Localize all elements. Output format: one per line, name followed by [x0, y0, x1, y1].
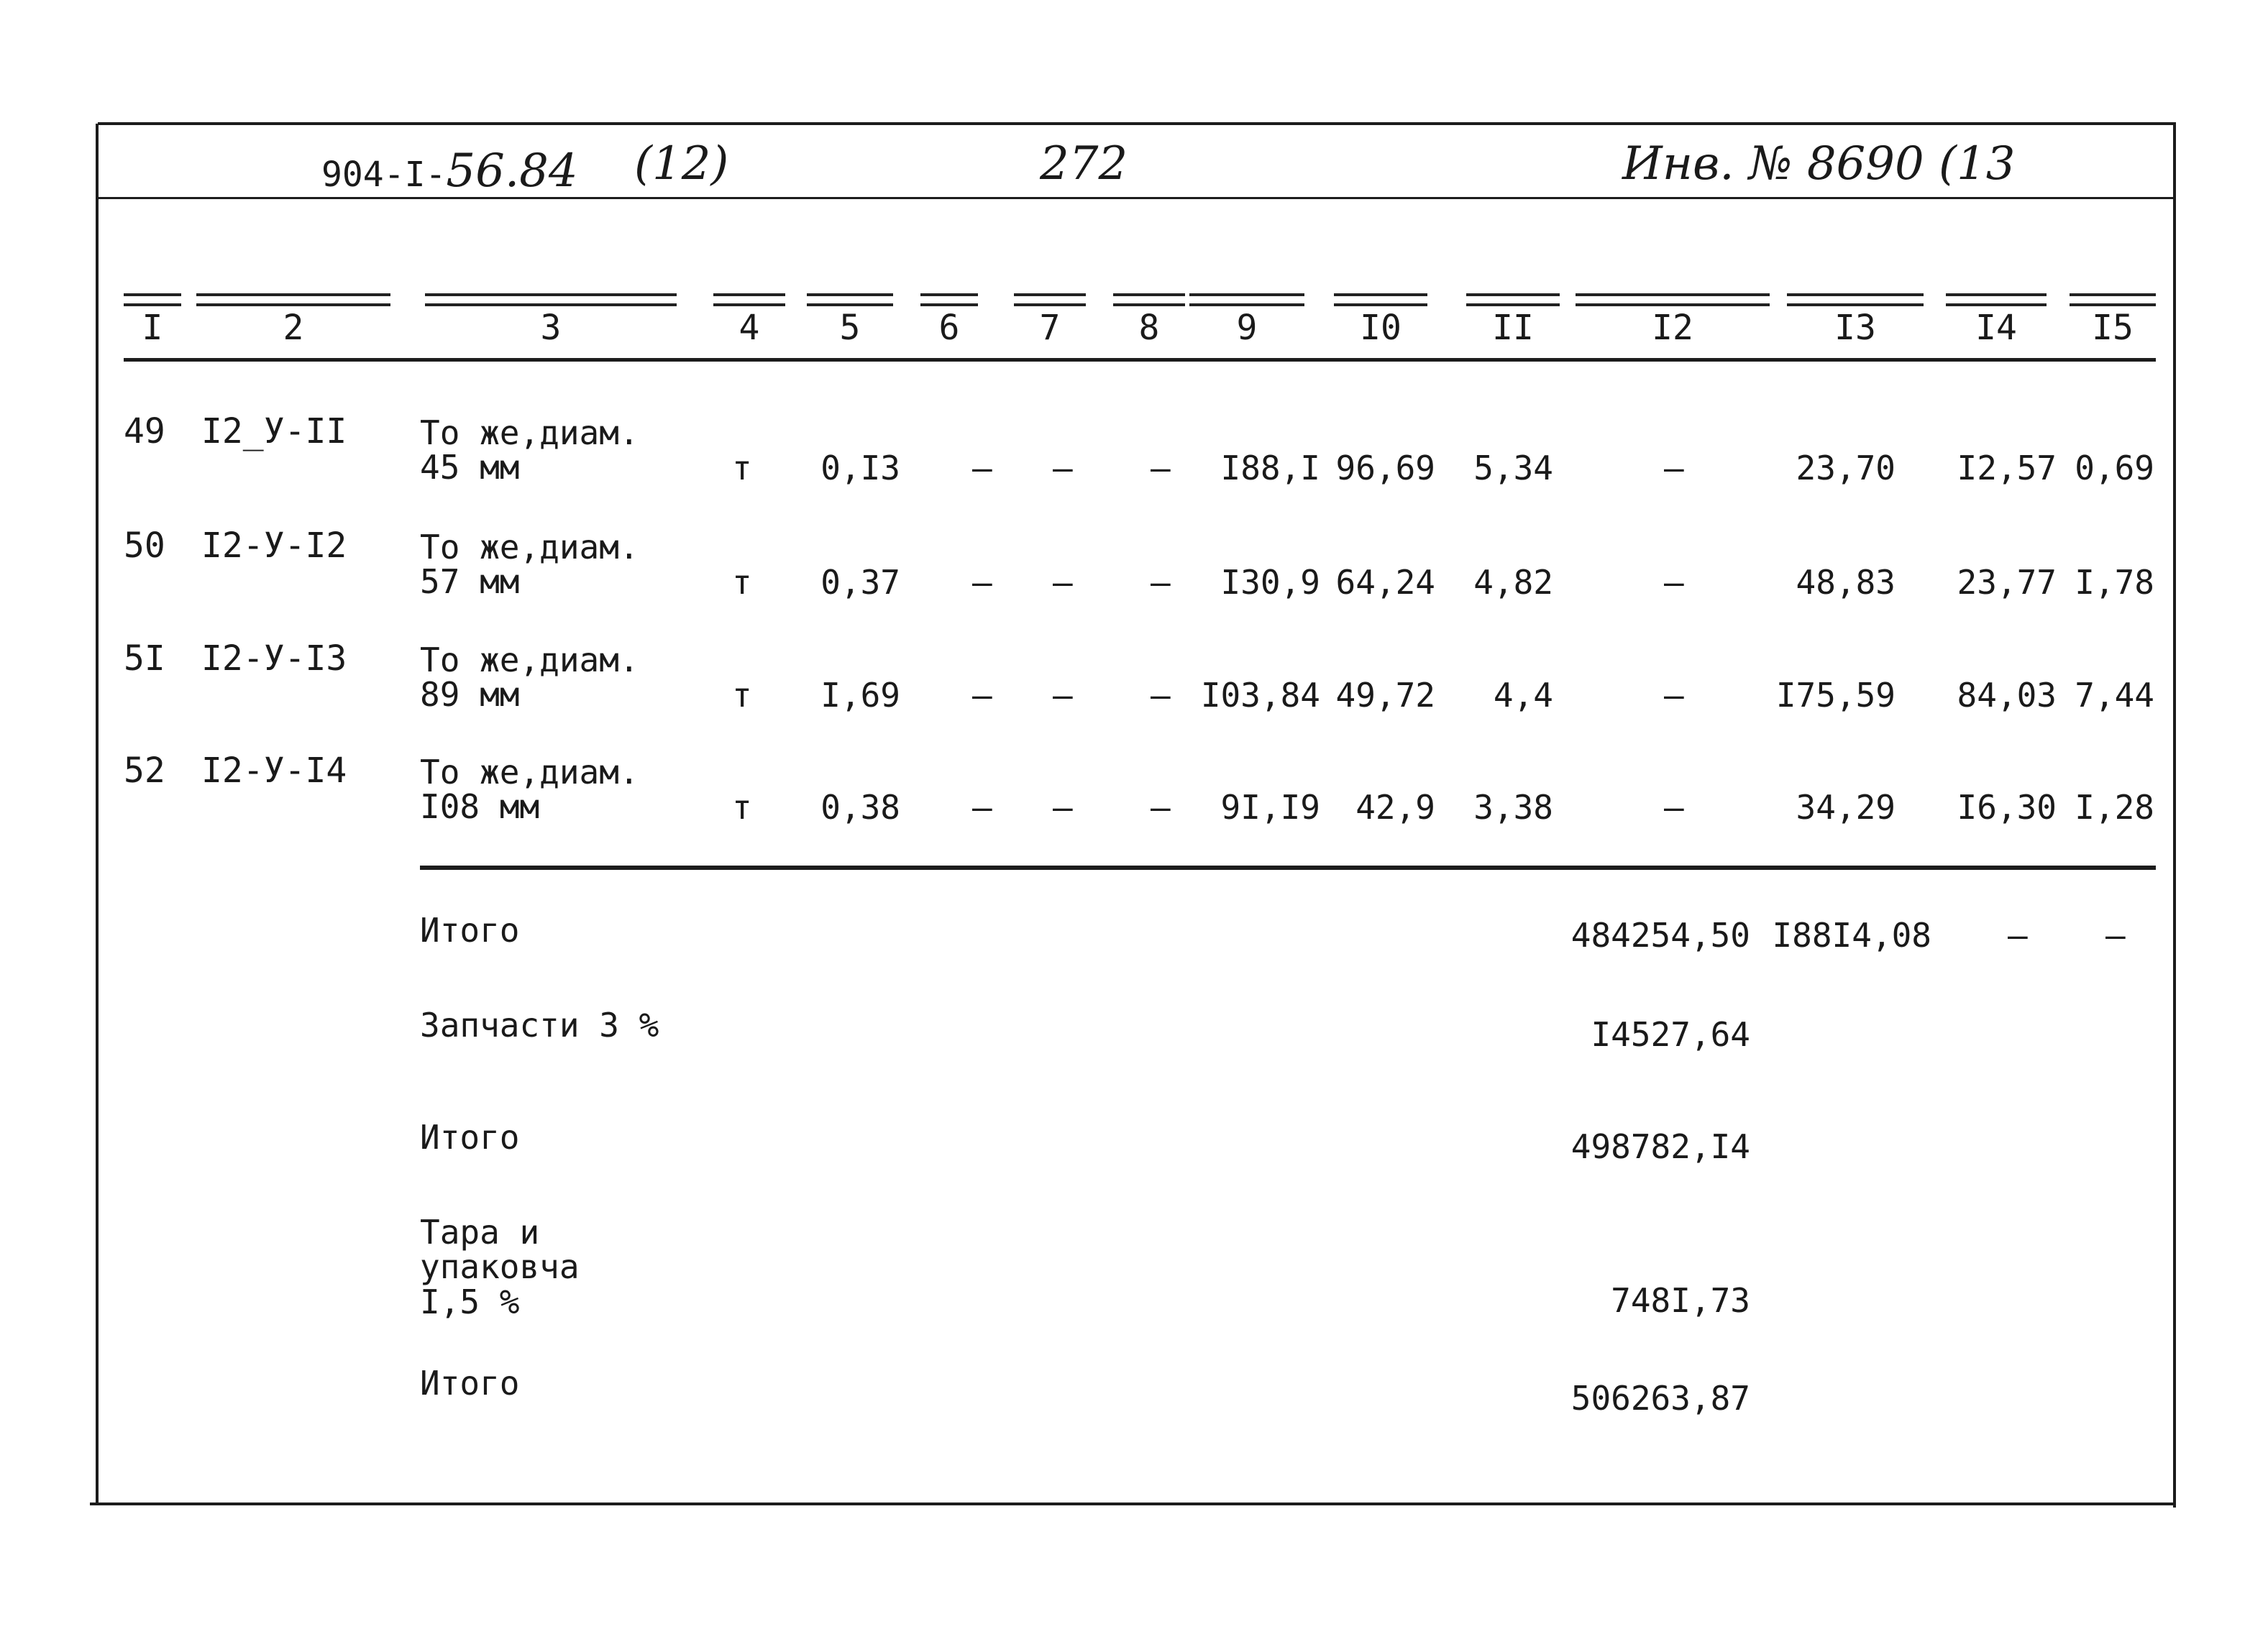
column-header-5: 5	[839, 308, 861, 348]
frame-top-line	[98, 122, 2176, 125]
totals-value-c12: I4527,64	[1591, 1015, 1750, 1054]
row-value-c8: –	[1151, 676, 1171, 715]
row-value-c12: –	[1664, 788, 1684, 827]
row-description: То же,диам. 57 мм	[420, 528, 639, 602]
row-value-c6: –	[972, 449, 992, 487]
column-header-rule	[196, 293, 390, 306]
row-value-c13: 48,83	[1796, 563, 1896, 602]
row-value-c14: 84,03	[1957, 676, 2057, 715]
totals-label: Итого	[420, 1364, 520, 1403]
row-value-c5: 0,37	[820, 563, 900, 602]
frame-bottom-line	[90, 1503, 2175, 1505]
row-unit: т	[732, 449, 752, 487]
row-description: То же,диам. 45 мм	[420, 413, 639, 487]
row-value-c9: 9I,I9	[1220, 788, 1320, 827]
row-value-c11: 5,34	[1473, 449, 1553, 487]
totals-label: Тара и упаковча I,5 %	[420, 1213, 580, 1321]
row-value-c14: 23,77	[1957, 563, 2057, 602]
row-value-c11: 4,82	[1473, 563, 1553, 602]
column-header-I: I	[142, 308, 163, 348]
row-value-c9: I88,I	[1220, 449, 1320, 487]
row-unit: т	[732, 788, 752, 827]
row-value-c7: –	[1053, 449, 1073, 487]
row-value-c9: I03,84	[1200, 676, 1320, 715]
row-number: 50	[124, 526, 165, 566]
row-number: 52	[124, 751, 165, 791]
row-value-c6: –	[972, 563, 992, 602]
row-value-c5: 0,38	[820, 788, 900, 827]
row-value-c13: 23,70	[1796, 449, 1896, 487]
inventory-number: Инв. № 8690 (13	[1622, 137, 2016, 191]
row-value-c10: 64,24	[1335, 563, 1435, 602]
row-code: I2_У-II	[201, 411, 347, 451]
column-header-3: 3	[540, 308, 562, 348]
row-value-c14: I6,30	[1957, 788, 2057, 827]
column-header-9: 9	[1236, 308, 1258, 348]
row-value-c5: I,69	[820, 676, 900, 715]
row-value-c7: –	[1053, 563, 1073, 602]
row-value-c5: 0,I3	[820, 449, 900, 487]
row-value-c15: I,78	[2075, 563, 2154, 602]
column-header-rule	[713, 293, 785, 306]
row-value-c12: –	[1664, 563, 1684, 602]
row-value-c10: 42,9	[1355, 788, 1435, 827]
column-header-I2: I2	[1652, 308, 1693, 348]
row-code: I2-У-I2	[201, 526, 347, 566]
totals-label: Итого	[420, 911, 520, 950]
column-header-rule	[2070, 293, 2156, 306]
row-code: I2-У-I3	[201, 638, 347, 679]
column-header-rule	[1576, 293, 1770, 306]
column-header-6: 6	[938, 308, 960, 348]
column-header-I5: I5	[2092, 308, 2134, 348]
row-value-c8: –	[1151, 449, 1171, 487]
header-underline	[98, 197, 2176, 199]
column-header-8: 8	[1138, 308, 1160, 348]
totals-label: Запчасти 3 %	[420, 1006, 659, 1045]
row-value-c6: –	[972, 788, 992, 827]
column-header-I0: I0	[1360, 308, 1402, 348]
totals-value-c12: 748I,73	[1611, 1281, 1750, 1320]
totals-value-c13: I88I4,08	[1772, 916, 1931, 955]
row-value-c12: –	[1664, 449, 1684, 487]
row-value-c6: –	[972, 676, 992, 715]
row-value-c14: I2,57	[1957, 449, 2057, 487]
column-header-I3: I3	[1834, 308, 1876, 348]
row-value-c13: I75,59	[1775, 676, 1896, 715]
row-value-c15: I,28	[2075, 788, 2154, 827]
row-value-c12: –	[1664, 676, 1684, 715]
row-value-c9: I30,9	[1220, 563, 1320, 602]
page-number: 272	[1040, 137, 1128, 191]
column-header-rule	[1787, 293, 1924, 306]
column-header-I4: I4	[1975, 308, 2017, 348]
column-header-rule	[1946, 293, 2047, 306]
row-value-c11: 4,4	[1493, 676, 1553, 715]
column-header-II: II	[1492, 308, 1534, 348]
row-number: 49	[124, 411, 165, 451]
row-value-c10: 49,72	[1335, 676, 1435, 715]
column-header-rule	[1113, 293, 1185, 306]
column-header-underline	[124, 358, 2156, 362]
row-description: То же,диам. 89 мм	[420, 641, 639, 715]
row-value-c11: 3,38	[1473, 788, 1553, 827]
totals-value-c12: 506263,87	[1570, 1379, 1750, 1418]
row-unit: т	[732, 563, 752, 602]
column-header-7: 7	[1039, 308, 1061, 348]
row-value-c7: –	[1053, 788, 1073, 827]
row-value-c13: 34,29	[1796, 788, 1896, 827]
totals-value-c12: 484254,50	[1570, 916, 1750, 955]
frame-left-line	[96, 124, 99, 1505]
row-value-c8: –	[1151, 788, 1171, 827]
document-code	[321, 144, 578, 198]
column-header-rule	[124, 293, 181, 306]
sheet-number: (12)	[634, 137, 729, 191]
column-header-rule	[807, 293, 893, 306]
column-header-rule	[920, 293, 978, 306]
column-header-rule	[1334, 293, 1427, 306]
column-header-rule	[1189, 293, 1304, 306]
row-value-c10: 96,69	[1335, 449, 1435, 487]
totals-separator-line	[420, 866, 2156, 870]
totals-value-c15: –	[2105, 916, 2126, 955]
column-header-2: 2	[283, 308, 304, 348]
totals-value-c12: 498782,I4	[1570, 1127, 1750, 1166]
row-value-c7: –	[1053, 676, 1073, 715]
column-header-rule	[1014, 293, 1086, 306]
column-header-rule	[425, 293, 677, 306]
row-unit: т	[732, 676, 752, 715]
row-code: I2-У-I4	[201, 751, 347, 791]
row-number: 5I	[124, 638, 165, 679]
frame-right-line	[2173, 124, 2176, 1508]
row-value-c15: 0,69	[2075, 449, 2154, 487]
document-code-handwritten: 56.84	[446, 144, 578, 198]
row-value-c15: 7,44	[2075, 676, 2154, 715]
row-description: То же,диам. I08 мм	[420, 753, 639, 827]
column-header-4: 4	[739, 308, 760, 348]
column-header-rule	[1466, 293, 1560, 306]
document-code-printed: 904-I-	[321, 155, 447, 195]
totals-label: Итого	[420, 1118, 520, 1157]
row-value-c8: –	[1151, 563, 1171, 602]
totals-value-c14: –	[2008, 916, 2028, 955]
